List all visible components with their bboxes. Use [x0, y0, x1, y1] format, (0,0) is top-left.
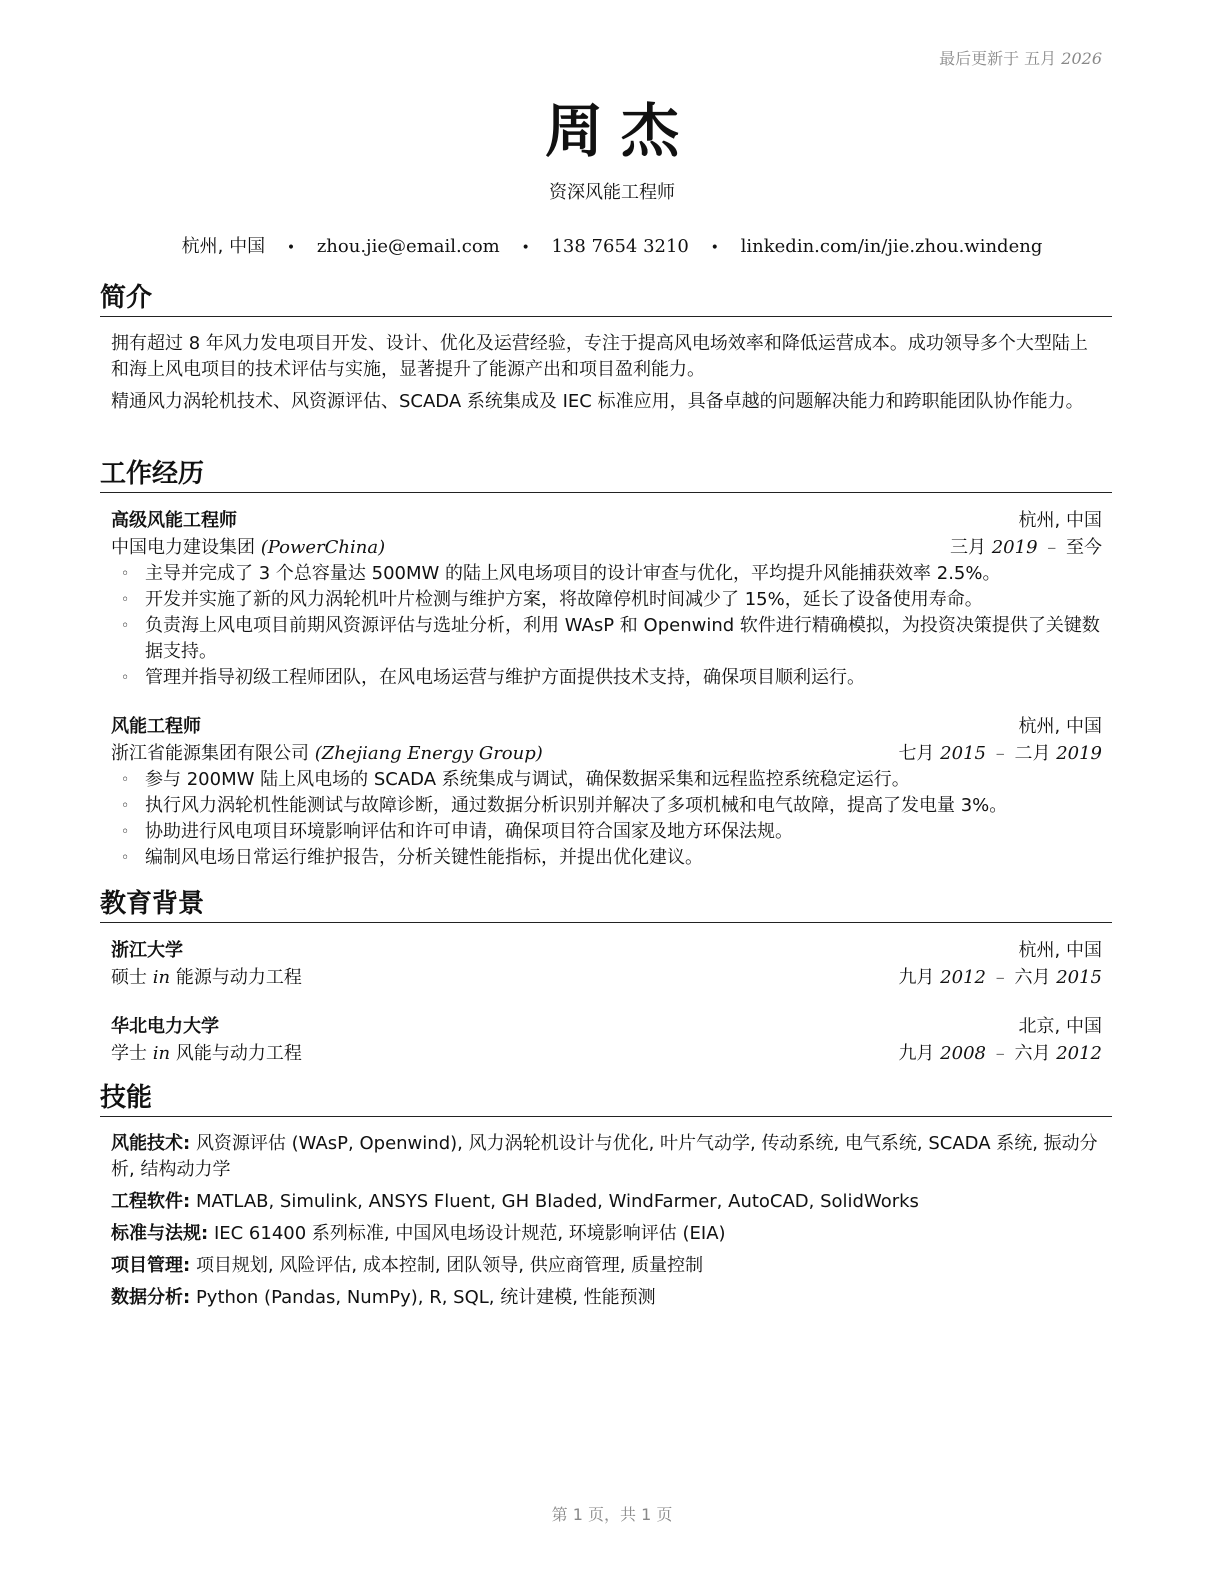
- job-company: [111, 740, 543, 767]
- page-footer: 第 1 页，共 1 页: [551, 1505, 673, 1524]
- skills-section: [100, 1082, 1112, 1317]
- list-item: [121, 819, 1102, 845]
- list-item: [121, 767, 1102, 793]
- bullet-icon: ◦: [121, 772, 130, 788]
- job-company-name: 中国电力建设集团: [111, 537, 255, 558]
- list-item: [121, 793, 1102, 819]
- contact-email[interactable]: zhou.jie@email.com: [316, 236, 500, 257]
- bullet-text: 负责海上风电项目前期风资源评估与选址分析，利用 WAsP 和 Openwind 软件进行精确模拟，为投资决策提供了关键数据支持。: [145, 615, 1100, 662]
- edu-start-month: 九月: [898, 1043, 935, 1064]
- bullet-text: 执行风力涡轮机性能测试与故障诊断，通过数据分析识别并解决了多项机械和电气故障，提高了发电量 3%。: [145, 795, 1008, 816]
- date-dash: –: [995, 967, 1005, 988]
- school-name: 浙江大学: [111, 940, 183, 961]
- major: 风能与动力工程: [175, 1043, 302, 1064]
- bullet-icon: ◦: [121, 618, 130, 634]
- bullet-icon: ◦: [121, 670, 130, 686]
- edu-start-month: 九月: [898, 967, 935, 988]
- job-dates: [950, 534, 1102, 561]
- job-entry: [100, 507, 1112, 691]
- skill-value: 项目规划, 风险评估, 成本控制, 团队领导, 供应商管理, 质量控制: [195, 1255, 704, 1276]
- job-title: 风能工程师: [111, 716, 201, 737]
- last-updated-year: 2026: [1061, 49, 1102, 68]
- list-item: [121, 587, 1102, 613]
- edu-end-year: 2012: [1056, 1043, 1102, 1064]
- candidate-name: 周杰: [544, 97, 697, 165]
- job-start-month: 七月: [898, 743, 935, 764]
- job-bullets: [111, 767, 1102, 871]
- list-item: [121, 845, 1102, 871]
- school-name: 华北电力大学: [111, 1016, 219, 1037]
- section-heading-skills: 技能: [100, 1082, 1112, 1117]
- bullet-text: 管理并指导初级工程师团队，在风电场运营与维护方面提供技术支持，确保项目顺利运行。: [145, 667, 865, 688]
- bullet-text: 参与 200MW 陆上风电场的 SCADA 系统集成与调试，确保数据采集和远程监控系统稳定运行。: [145, 769, 910, 790]
- job-end-year: 2019: [1056, 743, 1102, 764]
- experience-section: [100, 458, 1112, 871]
- list-item: [121, 665, 1102, 691]
- edu-start-year: 2008: [940, 1043, 986, 1064]
- date-dash: –: [995, 1043, 1005, 1064]
- job-company: [111, 534, 385, 561]
- bullet-text: 协助进行风电项目环境影响评估和许可申请，确保项目符合国家及地方环保法规。: [145, 821, 793, 842]
- skill-label: 标准与法规:: [111, 1223, 209, 1244]
- edu-end-month: 六月: [1014, 1043, 1051, 1064]
- candidate-title: 资深风能工程师: [549, 182, 675, 203]
- job-entry: [100, 713, 1112, 871]
- edu-end-month: 六月: [1014, 967, 1051, 988]
- section-heading-summary: 简介: [100, 282, 1112, 317]
- date-dash: –: [1047, 537, 1057, 558]
- job-company-english: (Zhejiang Energy Group): [314, 743, 543, 764]
- job-start-year: 2015: [940, 743, 986, 764]
- contact-linkedin[interactable]: linkedin.com/in/jie.zhou.windeng: [740, 236, 1043, 257]
- skill-label: 风能技术:: [111, 1133, 191, 1154]
- date-dash: –: [995, 743, 1005, 764]
- major: 能源与动力工程: [175, 967, 302, 988]
- skill-row: [111, 1131, 1102, 1183]
- contact-phone: 138 7654 3210: [551, 236, 689, 257]
- list-item: [121, 613, 1102, 665]
- summary-section: [100, 282, 1112, 421]
- last-updated-month: 五月: [1024, 49, 1057, 68]
- skill-row: [111, 1253, 1102, 1279]
- bullet-text: 开发并实施了新的风力涡轮机叶片检测与维护方案，将故障停机时间减少了 15%，延长了设备使用寿命。: [145, 589, 983, 610]
- school-location: 杭州, 中国: [1018, 940, 1102, 961]
- skill-label: 工程软件:: [111, 1191, 191, 1212]
- contact-separator: •: [286, 240, 296, 256]
- bullet-icon: ◦: [121, 592, 130, 608]
- job-title: 高级风能工程师: [111, 510, 237, 531]
- contact-separator: •: [710, 240, 719, 256]
- education-section: [100, 888, 1112, 1067]
- bullet-icon: ◦: [121, 824, 130, 840]
- last-updated: [939, 46, 1102, 69]
- job-end-month: 二月: [1014, 743, 1051, 764]
- degree-in: in: [152, 1043, 171, 1064]
- skill-row: [111, 1189, 1102, 1215]
- skill-value: MATLAB, Simulink, ANSYS Fluent, GH Bladed, WindFarmer, AutoCAD, SolidWorks: [195, 1191, 919, 1212]
- contact-separator: •: [521, 240, 530, 256]
- skill-value: IEC 61400 系列标准, 中国风电场设计规范, 环境影响评估 (EIA): [213, 1223, 726, 1244]
- school-location: 北京, 中国: [1018, 1016, 1102, 1037]
- skill-label: 数据分析:: [111, 1287, 191, 1308]
- degree: 学士: [111, 1043, 147, 1064]
- degree-in: in: [152, 967, 171, 988]
- list-item: [121, 561, 1102, 587]
- summary-paragraph: 精通风力涡轮机技术、风资源评估、SCADA 系统集成及 IEC 标准应用，具备卓越的问题解决能力和跨职能团队协作能力。: [111, 391, 1084, 412]
- education-dates: [898, 964, 1102, 991]
- bullet-text: 编制风电场日常运行维护报告，分析关键性能指标，并提出优化建议。: [145, 847, 703, 868]
- education-dates: [898, 1040, 1102, 1067]
- edu-start-year: 2012: [940, 967, 986, 988]
- job-location: 杭州, 中国: [1018, 510, 1102, 531]
- skill-label: 项目管理:: [111, 1255, 191, 1276]
- skill-row: [111, 1221, 1102, 1247]
- section-heading-experience: 工作经历: [100, 458, 1112, 493]
- last-updated-prefix: 最后更新于: [939, 49, 1020, 68]
- bullet-icon: ◦: [121, 566, 130, 582]
- contact-location: 杭州, 中国: [181, 236, 266, 257]
- job-start-month: 三月: [949, 537, 986, 558]
- degree-line: [111, 1040, 302, 1067]
- bullet-icon: ◦: [121, 850, 130, 866]
- bullet-text: 主导并完成了 3 个总容量达 500MW 的陆上风电场项目的设计审查与优化，平均提升风能捕获效率 2.5%。: [145, 563, 1001, 584]
- skill-value: Python (Pandas, NumPy), R, SQL, 统计建模, 性能预测: [195, 1287, 656, 1308]
- degree: 硕士: [111, 967, 147, 988]
- job-company-english: (PowerChina): [260, 537, 386, 558]
- skill-row: [111, 1285, 1102, 1311]
- education-entry: [100, 937, 1112, 991]
- contact-line: [0, 232, 1224, 258]
- education-entry: [100, 1013, 1112, 1067]
- job-company-name: 浙江省能源集团有限公司: [111, 743, 309, 764]
- job-end: 至今: [1066, 537, 1102, 558]
- skill-value: 风资源评估 (WAsP, Openwind), 风力涡轮机设计与优化, 叶片气动学, 传动系统, 电气系统, SCADA 系统, 振动分析, 结构动力学: [111, 1133, 1098, 1180]
- bullet-icon: ◦: [121, 798, 130, 814]
- job-location: 杭州, 中国: [1018, 716, 1102, 737]
- edu-end-year: 2015: [1056, 967, 1102, 988]
- summary-paragraph: 拥有超过 8 年风力发电项目开发、设计、优化及运营经验，专注于提高风电场效率和降低运营成本。成功领导多个大型陆上和海上风电项目的技术评估与实施，显著提升了能源产出和项目盈利能力。: [111, 333, 1088, 380]
- job-bullets: [111, 561, 1102, 691]
- job-dates: [898, 740, 1102, 767]
- job-start-year: 2019: [991, 537, 1038, 558]
- section-heading-education: 教育背景: [100, 888, 1112, 923]
- degree-line: [111, 964, 302, 991]
